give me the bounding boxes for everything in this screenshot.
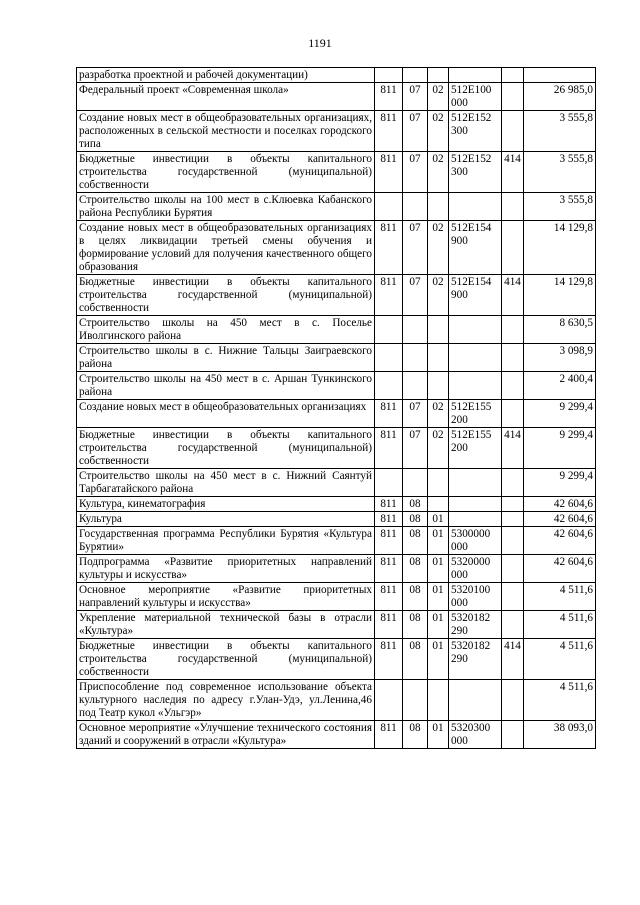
- target-article-code-cell: [449, 512, 502, 527]
- subsection-code-cell: 02: [428, 400, 449, 428]
- section-code-cell: 08: [403, 639, 428, 680]
- section-code-cell: 07: [403, 111, 428, 152]
- department-code-cell: 811: [375, 497, 403, 512]
- section-code-cell: 07: [403, 221, 428, 275]
- amount-cell: 42 604,6: [524, 497, 596, 512]
- amount-cell: 4 511,6: [524, 680, 596, 721]
- target-article-code-cell: 512E155 200: [449, 400, 502, 428]
- subsection-code-cell: 02: [428, 428, 449, 469]
- subsection-code-cell: [428, 497, 449, 512]
- amount-cell: 3 555,8: [524, 111, 596, 152]
- table-row: [77, 512, 596, 527]
- department-code-cell: 811: [375, 111, 403, 152]
- expense-type-code-cell: [502, 721, 524, 749]
- department-code-cell: 811: [375, 400, 403, 428]
- target-article-code-cell: [449, 344, 502, 372]
- subsection-code-cell: 01: [428, 639, 449, 680]
- amount-cell: 3 098,9: [524, 344, 596, 372]
- item-name-cell: Бюджетные инвестиции в объекты капитального строительства государственной (муниципальной) собственности: [77, 152, 375, 193]
- table-row: [77, 221, 596, 275]
- section-code-cell: [403, 372, 428, 400]
- department-code-cell: [375, 344, 403, 372]
- section-code-cell: [403, 193, 428, 221]
- table-row: [77, 639, 596, 680]
- target-article-code-cell: 5320100 000: [449, 583, 502, 611]
- department-code-cell: 811: [375, 275, 403, 316]
- expense-type-code-cell: [502, 83, 524, 111]
- department-code-cell: 811: [375, 83, 403, 111]
- amount-cell: [524, 68, 596, 83]
- item-name-cell: Строительство школы на 450 мест в с. Нижний Саянтуй Тарбагатайского района: [77, 469, 375, 497]
- expense-type-code-cell: 414: [502, 428, 524, 469]
- subsection-code-cell: [428, 344, 449, 372]
- target-article-code-cell: 5320182 290: [449, 611, 502, 639]
- item-name-cell: Подпрограмма «Развитие приоритетных направлений культуры и искусства»: [77, 555, 375, 583]
- table-row: [77, 555, 596, 583]
- budget-table-body: [77, 68, 596, 749]
- item-name-cell: Строительство школы на 100 мест в с.Клюевка Кабанского района Республики Бурятия: [77, 193, 375, 221]
- department-code-cell: 811: [375, 152, 403, 193]
- expense-type-code-cell: [502, 400, 524, 428]
- section-code-cell: [403, 68, 428, 83]
- section-code-cell: 08: [403, 555, 428, 583]
- item-name-cell: Бюджетные инвестиции в объекты капитального строительства государственной (муниципальной) собственности: [77, 275, 375, 316]
- amount-cell: 4 511,6: [524, 611, 596, 639]
- department-code-cell: [375, 372, 403, 400]
- table-row: [77, 583, 596, 611]
- expense-type-code-cell: [502, 344, 524, 372]
- target-article-code-cell: 512E152 300: [449, 111, 502, 152]
- section-code-cell: 08: [403, 583, 428, 611]
- amount-cell: 4 511,6: [524, 639, 596, 680]
- item-name-cell: Создание новых мест в общеобразовательных организациях в целях ликвидации третьей смены обучения и формирование условий для получения качественного общего образования: [77, 221, 375, 275]
- target-article-code-cell: 5320000 000: [449, 555, 502, 583]
- section-code-cell: 07: [403, 275, 428, 316]
- department-code-cell: 811: [375, 611, 403, 639]
- amount-cell: 42 604,6: [524, 512, 596, 527]
- department-code-cell: [375, 469, 403, 497]
- subsection-code-cell: 01: [428, 555, 449, 583]
- department-code-cell: [375, 316, 403, 344]
- subsection-code-cell: 01: [428, 611, 449, 639]
- expense-type-code-cell: [502, 527, 524, 555]
- table-row: [77, 344, 596, 372]
- subsection-code-cell: 02: [428, 221, 449, 275]
- expense-type-code-cell: 414: [502, 275, 524, 316]
- table-row: [77, 680, 596, 721]
- item-name-cell: Культура: [77, 512, 375, 527]
- subsection-code-cell: [428, 469, 449, 497]
- expense-type-code-cell: 414: [502, 152, 524, 193]
- department-code-cell: [375, 193, 403, 221]
- item-name-cell: Строительство школы в с. Нижние Тальцы Заиграевского района: [77, 344, 375, 372]
- table-row: [77, 611, 596, 639]
- subsection-code-cell: 01: [428, 583, 449, 611]
- table-row: [77, 428, 596, 469]
- item-name-cell: Укрепление материальной технической базы в отрасли «Культура»: [77, 611, 375, 639]
- item-name-cell: Бюджетные инвестиции в объекты капитального строительства государственной (муниципальной) собственности: [77, 428, 375, 469]
- amount-cell: 14 129,8: [524, 221, 596, 275]
- section-code-cell: 08: [403, 497, 428, 512]
- table-row: [77, 275, 596, 316]
- expense-type-code-cell: [502, 611, 524, 639]
- item-name-cell: разработка проектной и рабочей документации): [77, 68, 375, 83]
- expense-type-code-cell: 414: [502, 639, 524, 680]
- expense-type-code-cell: [502, 512, 524, 527]
- page-number: 1191: [308, 36, 332, 50]
- amount-cell: 42 604,6: [524, 555, 596, 583]
- target-article-code-cell: 5300000 000: [449, 527, 502, 555]
- amount-cell: 9 299,4: [524, 428, 596, 469]
- item-name-cell: Строительство школы на 450 мест в с. Аршан Тункинского района: [77, 372, 375, 400]
- amount-cell: 26 985,0: [524, 83, 596, 111]
- target-article-code-cell: 5320300 000: [449, 721, 502, 749]
- table-row: [77, 83, 596, 111]
- item-name-cell: Создание новых мест в общеобразовательных организациях: [77, 400, 375, 428]
- subsection-code-cell: 02: [428, 83, 449, 111]
- table-row: [77, 193, 596, 221]
- item-name-cell: Создание новых мест в общеобразовательных организациях, расположенных в сельской местности и поселках городского типа: [77, 111, 375, 152]
- section-code-cell: 07: [403, 400, 428, 428]
- subsection-code-cell: 02: [428, 152, 449, 193]
- target-article-code-cell: 512E154 900: [449, 221, 502, 275]
- expense-type-code-cell: [502, 680, 524, 721]
- section-code-cell: [403, 316, 428, 344]
- section-code-cell: [403, 680, 428, 721]
- item-name-cell: Строительство школы на 450 мест в с. Поселье Иволгинского района: [77, 316, 375, 344]
- budget-table: [76, 67, 596, 749]
- expense-type-code-cell: [502, 111, 524, 152]
- expense-type-code-cell: [502, 193, 524, 221]
- item-name-cell: Бюджетные инвестиции в объекты капитального строительства государственной (муниципальной) собственности: [77, 639, 375, 680]
- table-row: [77, 152, 596, 193]
- amount-cell: 3 555,8: [524, 193, 596, 221]
- table-row: [77, 68, 596, 83]
- amount-cell: 9 299,4: [524, 469, 596, 497]
- item-name-cell: Основное мероприятие «Улучшение технического состояния зданий и сооружений в отрасли «Культура»: [77, 721, 375, 749]
- department-code-cell: 811: [375, 527, 403, 555]
- expense-type-code-cell: [502, 469, 524, 497]
- target-article-code-cell: [449, 68, 502, 83]
- department-code-cell: 811: [375, 428, 403, 469]
- section-code-cell: 08: [403, 611, 428, 639]
- subsection-code-cell: [428, 680, 449, 721]
- table-row: [77, 527, 596, 555]
- section-code-cell: [403, 469, 428, 497]
- amount-cell: 14 129,8: [524, 275, 596, 316]
- target-article-code-cell: [449, 680, 502, 721]
- subsection-code-cell: [428, 316, 449, 344]
- expense-type-code-cell: [502, 497, 524, 512]
- target-article-code-cell: 5320182 290: [449, 639, 502, 680]
- target-article-code-cell: 512E152 300: [449, 152, 502, 193]
- department-code-cell: 811: [375, 221, 403, 275]
- amount-cell: 42 604,6: [524, 527, 596, 555]
- amount-cell: 38 093,0: [524, 721, 596, 749]
- section-code-cell: 08: [403, 721, 428, 749]
- subsection-code-cell: [428, 193, 449, 221]
- target-article-code-cell: [449, 497, 502, 512]
- expense-type-code-cell: [502, 68, 524, 83]
- target-article-code-cell: [449, 372, 502, 400]
- section-code-cell: [403, 344, 428, 372]
- department-code-cell: 811: [375, 721, 403, 749]
- department-code-cell: 811: [375, 639, 403, 680]
- target-article-code-cell: 512E154 900: [449, 275, 502, 316]
- target-article-code-cell: [449, 469, 502, 497]
- amount-cell: 9 299,4: [524, 400, 596, 428]
- department-code-cell: 811: [375, 512, 403, 527]
- amount-cell: 2 400,4: [524, 372, 596, 400]
- department-code-cell: [375, 68, 403, 83]
- expense-type-code-cell: [502, 555, 524, 583]
- subsection-code-cell: 01: [428, 512, 449, 527]
- section-code-cell: 07: [403, 152, 428, 193]
- subsection-code-cell: [428, 372, 449, 400]
- section-code-cell: 08: [403, 527, 428, 555]
- expense-type-code-cell: [502, 372, 524, 400]
- section-code-cell: 08: [403, 512, 428, 527]
- target-article-code-cell: 512E155 200: [449, 428, 502, 469]
- section-code-cell: 07: [403, 83, 428, 111]
- target-article-code-cell: 512E100 000: [449, 83, 502, 111]
- department-code-cell: 811: [375, 555, 403, 583]
- item-name-cell: Культура, кинематография: [77, 497, 375, 512]
- item-name-cell: Приспособление под современное использование объекта культурного наследия по адресу г.Улан-Удэ, ул.Ленина,46 под Театр кукол «Ульгэр»: [77, 680, 375, 721]
- amount-cell: 4 511,6: [524, 583, 596, 611]
- table-row: [77, 497, 596, 512]
- table-row: [77, 111, 596, 152]
- item-name-cell: Основное мероприятие «Развитие приоритетных направлений культуры и искусства»: [77, 583, 375, 611]
- table-row: [77, 400, 596, 428]
- expense-type-code-cell: [502, 221, 524, 275]
- subsection-code-cell: 01: [428, 527, 449, 555]
- department-code-cell: [375, 680, 403, 721]
- expense-type-code-cell: [502, 583, 524, 611]
- expense-type-code-cell: [502, 316, 524, 344]
- table-row: [77, 316, 596, 344]
- table-row: [77, 372, 596, 400]
- target-article-code-cell: [449, 193, 502, 221]
- target-article-code-cell: [449, 316, 502, 344]
- amount-cell: 8 630,5: [524, 316, 596, 344]
- amount-cell: 3 555,8: [524, 152, 596, 193]
- department-code-cell: 811: [375, 583, 403, 611]
- subsection-code-cell: 02: [428, 111, 449, 152]
- subsection-code-cell: 01: [428, 721, 449, 749]
- item-name-cell: Федеральный проект «Современная школа»: [77, 83, 375, 111]
- subsection-code-cell: 02: [428, 275, 449, 316]
- item-name-cell: Государственная программа Республики Бурятия «Культура Бурятии»: [77, 527, 375, 555]
- subsection-code-cell: [428, 68, 449, 83]
- table-row: [77, 469, 596, 497]
- section-code-cell: 07: [403, 428, 428, 469]
- table-row: [77, 721, 596, 749]
